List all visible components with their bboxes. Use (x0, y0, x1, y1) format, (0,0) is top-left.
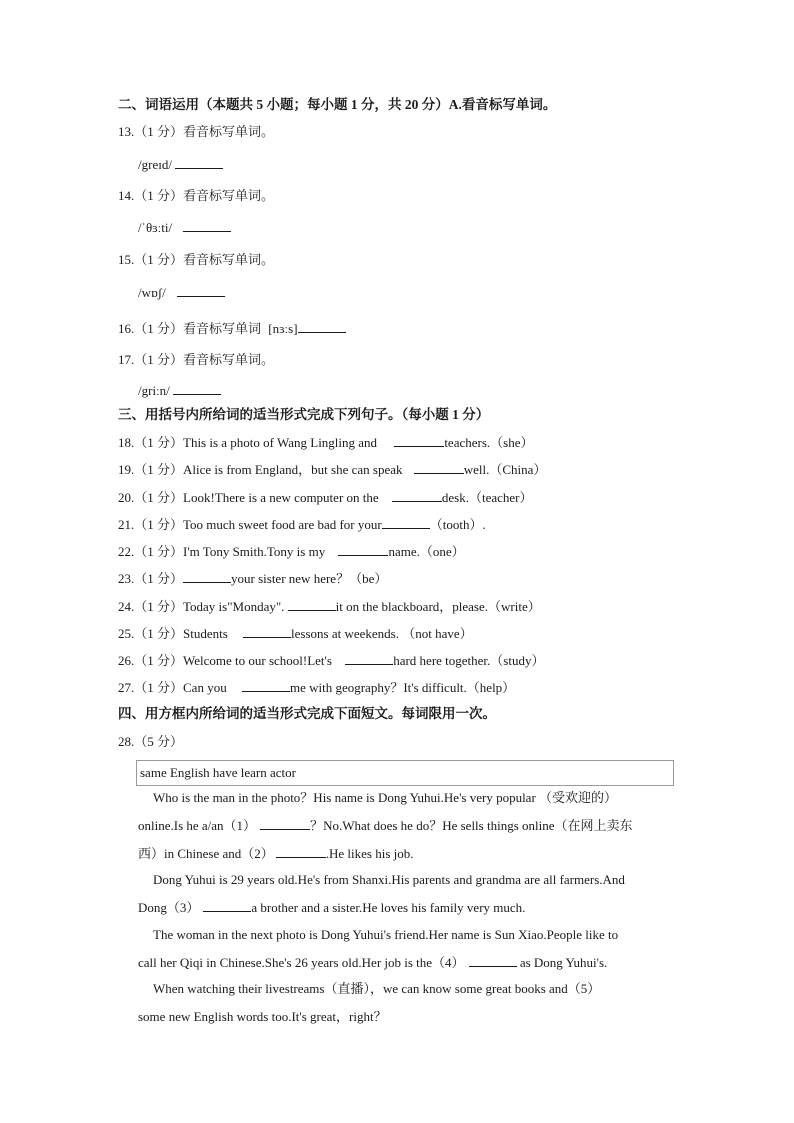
question-23-hint: your sister new here？（be） (231, 571, 388, 586)
answer-blank-27[interactable] (242, 679, 290, 692)
passage-text: 西）in Chinese and（2） (138, 846, 274, 861)
passage-blank-1[interactable] (260, 817, 310, 830)
passage-blank-3[interactable] (203, 899, 251, 912)
question-24-hint: it on the blackboard，please.（write） (335, 599, 541, 614)
section-2-heading: 二、词语运用（本题共 5 小题；每小题 1 分，共 20 分）A.看音标写单词。 (118, 97, 557, 112)
phonetic-15: /wɒʃ/ (138, 285, 166, 300)
passage-p3-line1: The woman in the next photo is Dong Yuhui's friend.Her name is Sun Xiao.People like to (153, 927, 619, 942)
passage-p1-line3 (138, 845, 414, 862)
phonetic-16: [nɜːs] (268, 321, 298, 336)
question-21-text: 21.（1 分）Too much sweet food are bad for your (118, 517, 382, 532)
question-21 (118, 516, 486, 533)
answer-blank-13[interactable] (175, 156, 223, 169)
section-3-heading: 三、用括号内所给词的适当形式完成下列句子。（每小题 1 分） (118, 407, 490, 422)
phonetic-17: /griːn/ (138, 383, 170, 398)
question-25 (118, 625, 473, 642)
passage-p4-line2: some new English words too.It's great，right？ (138, 1009, 387, 1024)
answer-blank-20[interactable] (392, 489, 442, 502)
question-25-hint: lessons at weekends. （not have） (291, 626, 473, 641)
passage-p2-line2 (138, 899, 525, 916)
passage-p1-line1: Who is the man in the photo？His name is Dong Yuhui.He's very popular （受欢迎的） (153, 790, 618, 805)
question-28-label: 28.（5 分） (118, 734, 184, 749)
question-20 (118, 489, 533, 506)
word-box: same English have learn actor (136, 760, 674, 786)
answer-blank-17[interactable] (173, 382, 221, 395)
phonetic-13: /greɪd/ (138, 157, 172, 172)
answer-blank-18[interactable] (394, 434, 444, 447)
section-4-heading: 四、用方框内所给词的适当形式完成下面短文。每词限用一次。 (118, 706, 496, 721)
question-19-text: 19.（1 分）Alice is from England，but she can speak (118, 462, 403, 477)
question-26-hint: hard here together.（study） (393, 653, 545, 668)
passage-text: online.Is he a/an（1） (138, 818, 257, 833)
question-23 (118, 570, 387, 587)
question-27-text: 27.（1 分）Can you (118, 680, 227, 695)
question-13-answer (138, 156, 223, 173)
question-13-label: 13.（1 分）看音标写单词。 (118, 124, 275, 139)
question-20-hint: desk.（teacher） (441, 490, 533, 505)
question-18-text: 18.（1 分）This is a photo of Wang Lingling and (118, 435, 378, 450)
passage-p4-line1: When watching their livestreams（直播），we can know some great books and（5） (153, 981, 601, 996)
passage-text: a brother and a sister.He loves his family very much. (251, 900, 526, 915)
passage-p3-line2 (138, 954, 607, 971)
passage-blank-2[interactable] (276, 845, 326, 858)
question-24-text: 24.（1 分）Today is"Monday". (118, 599, 285, 614)
question-14-answer (138, 219, 231, 236)
passage-p1-line2 (138, 817, 633, 834)
passage-text: as Dong Yuhui's. (519, 955, 608, 970)
question-15-label: 15.（1 分）看音标写单词。 (118, 252, 275, 267)
question-19-hint: well.（China） (463, 462, 547, 477)
answer-blank-23[interactable] (183, 570, 231, 583)
question-26-text: 26.（1 分）Welcome to our school!Let's (118, 653, 332, 668)
question-16-label: 16.（1 分）看音标写单词 (118, 321, 262, 336)
question-27 (118, 679, 515, 696)
question-14-label: 14.（1 分）看音标写单词。 (118, 188, 275, 203)
question-19 (118, 461, 546, 478)
answer-blank-24[interactable] (288, 598, 336, 611)
answer-blank-21[interactable] (382, 516, 430, 529)
passage-blank-4[interactable] (469, 954, 517, 967)
answer-blank-16[interactable] (298, 320, 346, 333)
question-24 (118, 598, 541, 615)
passage-text: call her Qiqi in Chinese.She's 26 years old.Her job is the（4） (138, 955, 465, 970)
phonetic-14: /ˈθɜːti/ (138, 220, 173, 235)
question-25-text: 25.（1 分）Students (118, 626, 228, 641)
answer-blank-15[interactable] (177, 284, 225, 297)
question-18-hint: teachers.（she） (444, 435, 534, 450)
question-22-text: 22.（1 分）I'm Tony Smith.Tony is my (118, 544, 326, 559)
question-16 (118, 320, 346, 337)
question-21-hint: （tooth）. (429, 517, 486, 532)
answer-blank-19[interactable] (414, 461, 464, 474)
answer-blank-25[interactable] (243, 625, 291, 638)
passage-text: ？No.What does he do？He sells things online（在网上卖东 (310, 818, 633, 833)
question-17-label: 17.（1 分）看音标写单词。 (118, 352, 275, 367)
question-22 (118, 543, 465, 560)
answer-blank-14[interactable] (183, 219, 231, 232)
question-20-text: 20.（1 分）Look!There is a new computer on the (118, 490, 379, 505)
answer-blank-22[interactable] (338, 543, 388, 556)
question-27-hint: me with geography？It's difficult.（help） (289, 680, 516, 695)
question-15-answer (138, 284, 225, 301)
question-23-text: 23.（1 分） (118, 571, 184, 586)
passage-text: .He likes his job. (325, 846, 414, 861)
passage-text: Dong（3） (138, 900, 200, 915)
question-22-hint: name.（one） (388, 544, 465, 559)
question-18 (118, 434, 533, 451)
question-17-answer (138, 382, 221, 399)
passage-p2-line1: Dong Yuhui is 29 years old.He's from Shanxi.His parents and grandma are all farmers.And (153, 872, 625, 887)
answer-blank-26[interactable] (345, 652, 393, 665)
question-26 (118, 652, 544, 669)
